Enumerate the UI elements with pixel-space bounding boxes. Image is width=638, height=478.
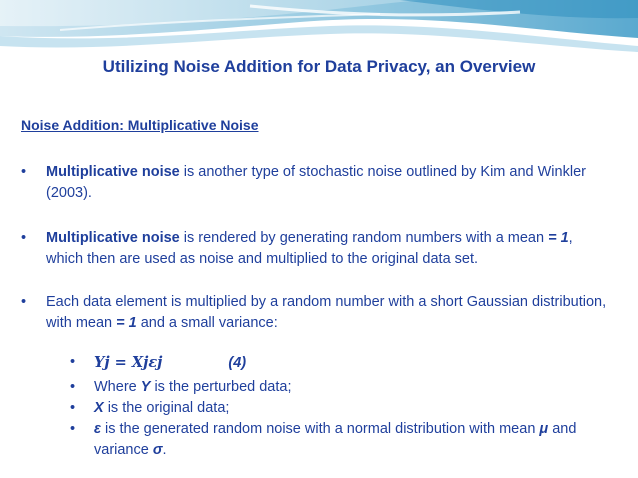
bullet-body: and a small variance: (136, 315, 278, 331)
bold-term: Multiplicative noise (46, 230, 180, 246)
equation: Yj = Xjεj (94, 354, 163, 371)
equation-number: (4) (228, 355, 247, 371)
bullet-body: is another type of stochastic noise outlined by Kim and Winkler (2003). (46, 164, 586, 201)
bullet-dot: • (21, 294, 27, 310)
sub-bullet-text: is the perturbed data; (150, 379, 292, 395)
bullet-dot: • (21, 230, 27, 246)
bullet-dot: • (70, 400, 76, 416)
bullet-text (46, 162, 611, 204)
slide-title: Utilizing Noise Addition for Data Privacy, an Overview (102, 57, 536, 76)
sub-bullet-text: Where (94, 379, 141, 395)
bullet-body: Each data element is multiplied by a random number with a short Gaussian distribution, with mean (46, 294, 607, 331)
sub-bullet-item (70, 377, 620, 398)
sub-bullet-text: . (162, 442, 167, 458)
sub-bullet-text: and variance (94, 421, 577, 458)
emphasis: = 1 (116, 315, 137, 331)
sub-bullet-item (70, 352, 620, 373)
bullet-item (21, 162, 611, 206)
variable: ε (94, 421, 101, 437)
header-decoration (0, 0, 638, 92)
variable: Y (140, 379, 151, 395)
bullet-item (21, 292, 611, 336)
bullet-text (46, 292, 611, 334)
sub-bullet-item (70, 398, 620, 419)
bullet-dot: • (70, 354, 76, 370)
variable: X (94, 400, 104, 416)
sub-bullet-text: is the generated random noise with a normal distribution with mean (100, 421, 540, 437)
bullet-text (46, 228, 611, 270)
sub-bullet-item (70, 419, 620, 463)
bullet-body: , which then are used as noise and multiplied to the original data set. (46, 230, 573, 267)
emphasis: = 1 (548, 230, 569, 246)
bullet-dot: • (70, 421, 76, 437)
sub-bullet-text: is the original data; (103, 400, 230, 416)
bullet-item (21, 228, 611, 272)
bold-term: Multiplicative noise (46, 164, 180, 180)
bullet-body: is rendered by generating random numbers with a mean (179, 230, 549, 246)
variable: μ (539, 421, 549, 437)
bullet-dot: • (21, 164, 27, 180)
variable: σ (152, 442, 163, 458)
section-heading: Noise Addition: Multiplicative Noise (21, 117, 259, 133)
bullet-dot: • (70, 379, 76, 395)
